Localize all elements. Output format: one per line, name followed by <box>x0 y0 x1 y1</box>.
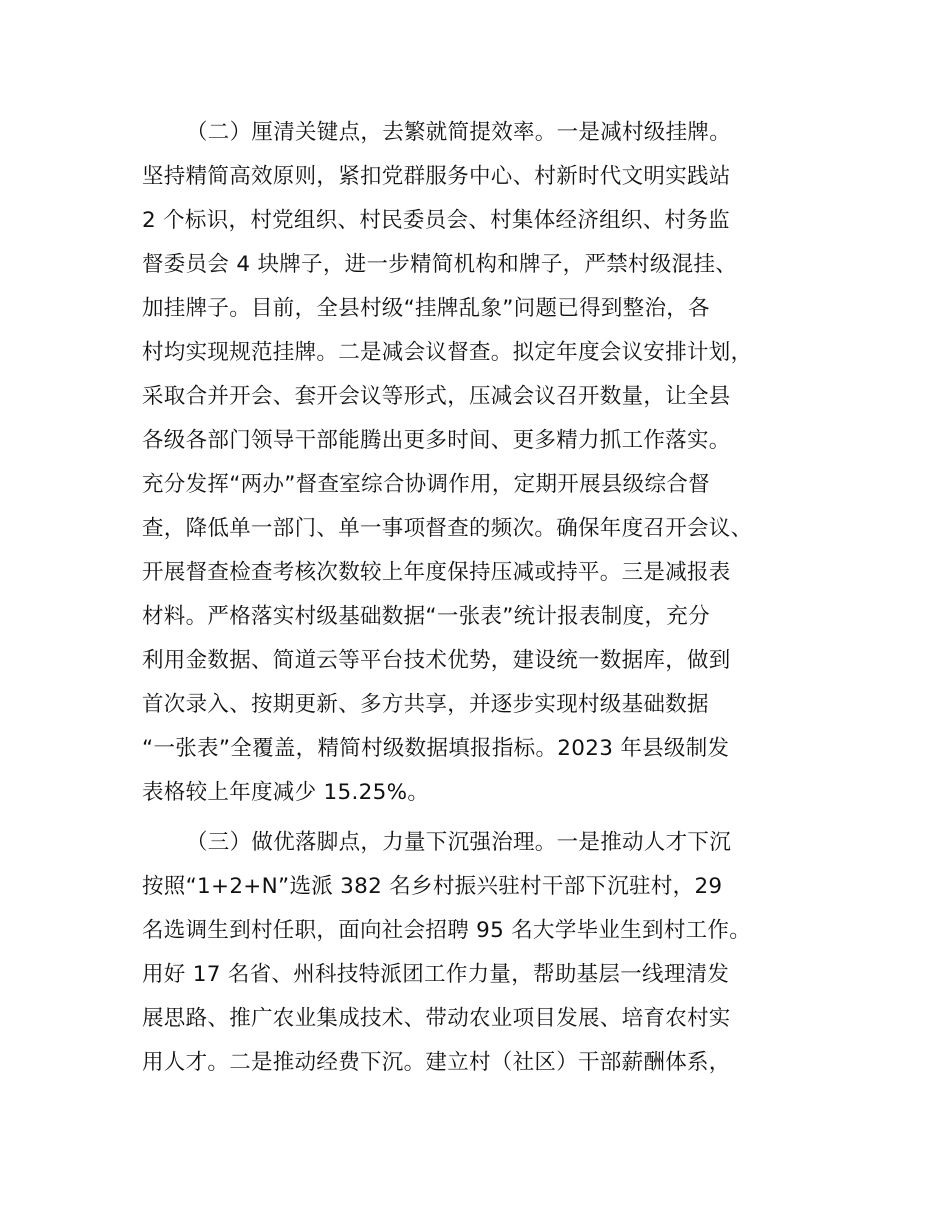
paragraph-2-line-2: 按照“1+2+N”选派 382 名乡村振兴驻村干部下沉驻村，29 <box>142 874 723 899</box>
paragraph-1-line-6: 村均实现规范挂牌。二是减会议督查。拟定年度会议安排计划， <box>142 340 753 365</box>
paragraph-1-line-8: 各级各部门领导干部能腾出更多时间、更多精力抓工作落实。 <box>142 428 731 453</box>
paragraph-1-line-13: 利用金数据、简道云等平台技术优势，建设统一数据库，做到 <box>142 648 731 673</box>
paragraph-1-line-12: 材料。严格落实村级基础数据“一张表”统计报表制度，充分 <box>142 604 710 629</box>
paragraph-2-line-1: （三）做优落脚点，力量下沉强治理。一是推动人才下沉 <box>186 830 732 855</box>
paragraph-1-line-2: 坚持精简高效原则，紧扣党群服务中心、村新时代文明实践站 <box>142 164 731 189</box>
paragraph-1-line-11: 开展督查检查考核次数较上年度保持压减或持平。三是减报表 <box>142 560 731 585</box>
paragraph-1-line-1: （二）厘清关键点，去繁就简提效率。一是减村级挂牌。 <box>186 120 732 145</box>
paragraph-1-line-7: 采取合并开会、套开会议等形式，压减会议召开数量，让全县 <box>142 384 731 409</box>
paragraph-1-line-9: 充分发挥“两办”督查室综合协调作用，定期开展县级综合督 <box>142 472 710 497</box>
paragraph-1-line-14: 首次录入、按期更新、多方共享，并逐步实现村级基础数据 <box>142 692 709 717</box>
paragraph-2-line-6: 用人才。二是推动经费下沉。建立村（社区）干部薪酬体系， <box>142 1050 731 1075</box>
paragraph-1-line-3: 2 个标识，村党组织、村民委员会、村集体经济组织、村务监 <box>142 208 730 233</box>
paragraph-2-line-3: 名选调生到村任职，面向社会招聘 95 名大学毕业生到村工作。 <box>142 918 752 943</box>
paragraph-1-line-4: 督委员会 4 块牌子，进一步精简机构和牌子，严禁村级混挂、 <box>142 252 738 277</box>
paragraph-1-line-15: “一张表”全覆盖，精简村级数据填报指标。2023 年县级制发 <box>142 736 730 761</box>
paragraph-1-line-5: 加挂牌子。目前，全县村级“挂牌乱象”问题已得到整治，各 <box>142 296 710 321</box>
paragraph-2-line-5: 展思路、推广农业集成技术、带动农业项目发展、培育农村实 <box>142 1006 731 1031</box>
paragraph-1-line-16: 表格较上年度减少 15.25%。 <box>142 780 430 805</box>
paragraph-1-line-10: 查，降低单一部门、单一事项督查的频次。确保年度召开会议、 <box>142 516 753 541</box>
paragraph-2-line-4: 用好 17 名省、州科技特派团工作力量，帮助基层一线理清发 <box>142 962 730 987</box>
